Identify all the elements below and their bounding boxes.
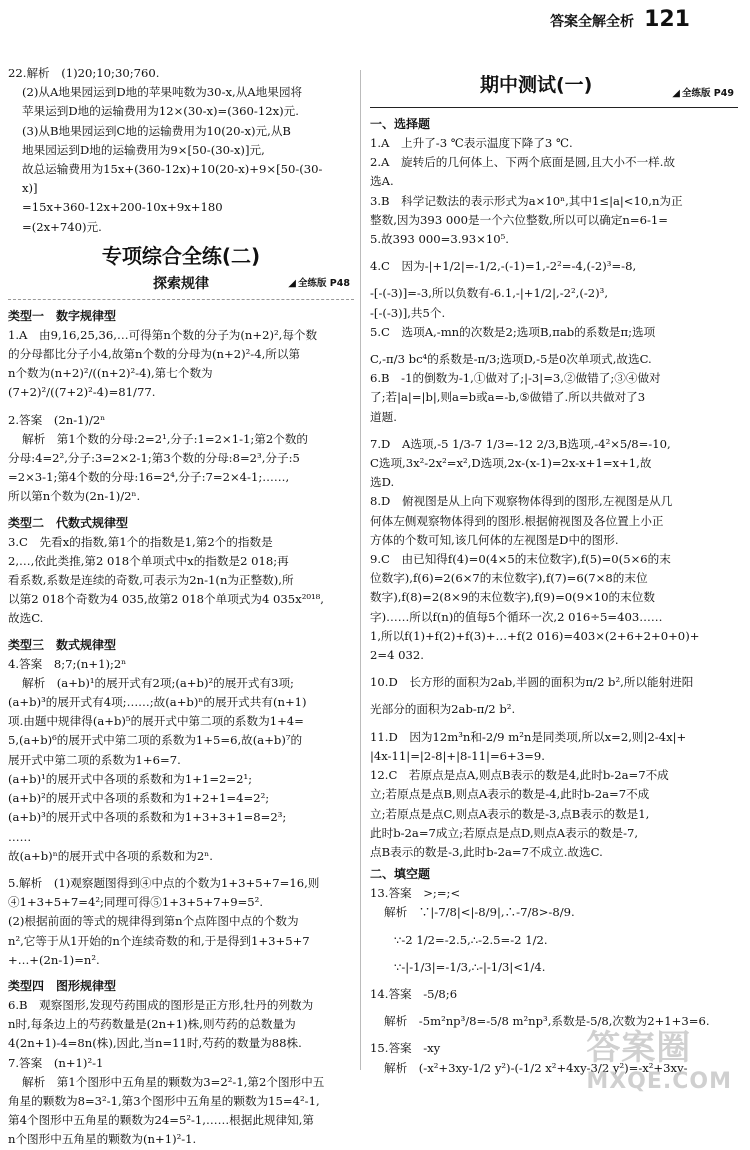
text-line: 数字),f(8)=2(8×9的末位数字),f(9)=0(9×10的末位数 — [370, 590, 655, 605]
text-line: (3)从B地果园运到C地的运输费用为10(20-x)元,从B — [22, 123, 291, 138]
text-line: 解析 (a+b)¹的展开式有2项;(a+b)²的展开式有3项; — [22, 675, 294, 690]
text-line: 1,所以f(1)+f(2)+f(3)+…+f(2 016)=403×(2+6+2+0+0)+ — [370, 628, 700, 643]
text-line: (a+b)²的展开式中各项的系数和为1+2+1=4=2²; — [8, 791, 270, 806]
text-line: 看系数,系数是连续的奇数,可表示为2n-1(n为正整数),所 — [8, 573, 294, 588]
text-line: 地果园运到D地的运输费用为9×[50-(30-x)]元, — [22, 142, 265, 157]
text-line: 第4个图形中五角星的颗数为24=5²-1,……根据此规律知,第 — [8, 1113, 315, 1128]
text-line: C,-π/3 bc⁴的系数是-π/3;选项D,-5是0次单项式,故选C. — [370, 352, 652, 367]
text-line: 展开式中第二项的系数为1+6=7. — [8, 752, 181, 767]
exam-title: 期中测试(一) — [480, 74, 593, 96]
text-line: 故选C. — [8, 611, 44, 626]
text-line: 1.A 上升了-3 ℃表示温度下降了3 ℃. — [370, 136, 573, 150]
text-line: 何体左侧观察物体得到的图形.根据俯视图及各位置上小正 — [370, 513, 664, 528]
divider — [370, 107, 738, 108]
text-line: 2.答案 (2n-1)/2ⁿ — [8, 412, 106, 427]
text-line: =2×3-1;第4个数的分母:16=2⁴,分子:7=2×4-1;……, — [8, 470, 290, 485]
type-heading: 类型三 数式规律型 — [8, 637, 117, 652]
reference-tag — [288, 274, 350, 293]
exam-header — [370, 70, 738, 110]
text-line: (a+b)³的展开式中各项的系数和为1+3+3+1=8=2³; — [8, 810, 287, 825]
text-line: 的分母都比分子小4,故第n个数的分母为(n+2)²-4,所以第 — [8, 347, 301, 362]
text-line: 选D. — [370, 475, 395, 490]
text-line: 3.B 科学记数法的表示形式为a×10ⁿ,其中1≤|a|<10,n为正 — [370, 193, 683, 208]
text-line: (a+b)¹的展开式中各项的系数和为1+1=2=2¹; — [8, 771, 253, 786]
text-line: 15.答案 -xy — [370, 1041, 441, 1056]
type-heading: 类型四 图形规律型 — [8, 978, 117, 993]
text-line: 12.C 若原点是点A,则点B表示的数是4,此时b-2a=7不成 — [370, 768, 669, 783]
text-line: 苹果运到D地的运输费用为12×(30-x)=(360-12x)元. — [22, 104, 299, 119]
text-line: 13.答案 >;=;< — [370, 886, 461, 901]
header-title: 答案全解全析 — [550, 14, 635, 30]
type-heading: 类型二 代数式规律型 — [8, 515, 129, 530]
text-line: 项.由题中规律得(a+b)⁵的展开式中第二项的系数为1+4= — [8, 714, 304, 729]
page-number: 121 — [644, 7, 690, 32]
text-line: (2)从A地果园运到D地的苹果吨数为30-x,从A地果园将 — [22, 85, 303, 100]
text-line: 方体的个数可知,该几何体的左视图是D中的图形. — [370, 532, 619, 547]
pencil-icon: ◢ — [288, 277, 296, 289]
section-title: 专项综合全练(二) — [101, 243, 261, 268]
text-line: 11.D 因为12m³n和-2/9 m²n是同类项,所以x=2,则|2-4x|+ — [370, 729, 687, 744]
text-line: 解析 第1个图形中五角星的颗数为3=2²-1,第2个图形中五 — [22, 1074, 325, 1089]
text-line: 了;若|a|=|b|,则a=b或a=-b,⑤做错了.所以共做对了3 — [370, 390, 646, 405]
text-line: 立;若原点是点B,则点A表示的数是-4,此时b-2a=7不成 — [370, 787, 650, 802]
watermark-logo — [586, 1020, 732, 1094]
text-line: x)] — [22, 181, 38, 196]
text-line: 故(a+b)ⁿ的展开式中各项的系数和为2ⁿ. — [8, 848, 213, 863]
part-heading: 二、填空题 — [370, 867, 431, 882]
text-line: 6.B -1的倒数为-1,①做对了;|-3|=3,②做错了;③④做对 — [370, 371, 661, 386]
text-line: 6.B 观察图形,发现芍药围成的图形是正方形,牡丹的列数为 — [8, 997, 314, 1012]
text-line: 角星的颗数为8=3²-1,第3个图形中五角星的颗数为15=4²-1, — [8, 1093, 320, 1108]
text-line: 立;若原点是点C,则点A表示的数是-3,点B表示的数是1, — [370, 806, 650, 821]
text-line: 4(2n+1)-4=8n(株),因此,当n=11时,芍药的数量为88株. — [8, 1036, 302, 1051]
text-line: 此时b-2a=7成立;若原点是点D,则点A表示的数是-7, — [370, 825, 639, 840]
text-line: n时,每条边上的芍药数量是(2n+1)株,则芍药的总数量为 — [8, 1017, 296, 1032]
text-line: 2=4 032. — [370, 648, 424, 663]
reference-text: 全练版 P48 — [298, 277, 350, 289]
pencil-icon: ◢ — [672, 88, 680, 99]
q22-solution — [8, 64, 354, 237]
text-line: 解析 第1个数的分母:2=2¹,分子:1=2×1-1;第2个数的 — [22, 431, 309, 446]
text-line: =(2x+740)元. — [22, 219, 102, 234]
text-line: 以第2 018个奇数为4 035,故第2 018个单项式为4 035x²⁰¹⁸, — [8, 592, 324, 607]
text-line: 位数字),f(6)=2(6×7的末位数字),f(7)=6(7×8的末位 — [370, 571, 648, 586]
text-line: 所以第n个数为(2n-1)/2ⁿ. — [8, 489, 141, 504]
reference-tag — [672, 84, 734, 103]
text-line: 解析 (-x²+3xy-1/2 y²)-(-1/2 x²+4xy-3/2 y²)=-x²+3xy- — [384, 1060, 688, 1075]
text-line: n²,它等于从1开始的n个连续奇数的和,于是得到1+3+5+7 — [8, 933, 310, 948]
text-line: 点B表示的数是-3,此时b-2a=7不成立.故选C. — [370, 844, 603, 859]
text-line: 5.解析 (1)观察题图得到④中点的个数为1+3+5+7=16,则 — [8, 875, 320, 890]
left-column — [8, 64, 354, 1150]
text-line: -[-(-3)],共5个. — [370, 305, 446, 320]
type-heading: 类型一 数字规律型 — [8, 308, 117, 323]
text-line: 分母:4=2²,分子:3=2×2-1;第3个数的分母:8=2³,分子:5 — [8, 451, 300, 466]
text-line: 故总运输费用为15x+(360-12x)+10(20-x)+9×[50-(30- — [22, 162, 323, 177]
text-line: 3.C 先看x的指数,第1个的指数是1,第2个的指数是 — [8, 534, 273, 549]
text-line: 2.A 旋转后的几何体上、下两个底面是圆,且大小不一样.故 — [370, 155, 676, 170]
text-line: 22.解析 (1)20;10;30;760. — [8, 66, 160, 80]
text-line: 14.答案 -5/8;6 — [370, 986, 458, 1001]
text-line: 解析 ∵|-7/8|<|-8/9|,∴-7/8>-8/9. — [384, 905, 575, 920]
text-line: 7.答案 (n+1)²-1 — [8, 1055, 104, 1070]
text-line: 9.C 由已知得f(4)=0(4×5的末位数字),f(5)=0(5×6的末 — [370, 552, 671, 567]
watermark-text: 答案圈 — [586, 1028, 692, 1068]
text-line: 整数,因为393 000是一个六位整数,所以可以确定n=6-1= — [370, 212, 668, 227]
text-line: |4x-11|=|2-8|+|8-11|=6+3=9. — [370, 748, 545, 763]
text-line: (a+b)³的展开式有4项;……;故(a+b)ⁿ的展开式共有(n+1) — [8, 695, 307, 710]
text-line: (2)根据前面的等式的规律得到第n个点阵图中点的个数为 — [8, 914, 299, 929]
divider — [8, 299, 354, 300]
text-line: 5,(a+b)⁶的展开式中第二项的系数为1+5=6,故(a+b)⁷的 — [8, 733, 303, 748]
text-line: +…+(2n-1)=n². — [8, 952, 100, 967]
reference-text: 全练版 P49 — [682, 88, 734, 99]
header-right — [550, 7, 690, 32]
text-line: 道题. — [370, 409, 397, 424]
text-line: 4.C 因为-|+1/2|=-1/2,-(-1)=1,-2²=-4,(-2)³=-8, — [370, 259, 637, 274]
text-line: 解析 -5m²np³/8=-5/8 m²np³,系数是-5/8,次数为2+1+3=6. — [384, 1014, 710, 1029]
text-line: 4.答案 8;7;(n+1);2ⁿ — [8, 656, 127, 671]
text-line: ④1+3+5+7=4²;同理可得⑤1+3+5+7+9=5². — [8, 895, 264, 910]
section-subheader — [8, 271, 354, 297]
text-line: 7.D A选项,-5 1/3-7 1/3=-12 2/3,B选项,-4²×5/8=-10, — [370, 436, 671, 451]
text-line: 字)……所以f(n)的值每5个循环一次,2 016÷5=403…… — [370, 609, 663, 624]
text-line: 2,…,依此类推,第2 018个单项式中x的指数是2 018;再 — [8, 553, 289, 568]
section-subtitle: 探索规律 — [153, 275, 209, 292]
text-line: 选A. — [370, 174, 394, 189]
text-line: 10.D 长方形的面积为2ab,半圆的面积为π/2 b²,所以能射进阳 — [370, 675, 694, 690]
part-heading: 一、选择题 — [370, 117, 431, 131]
text-line: =15x+360-12x+200-10x+9x+180 — [22, 200, 223, 215]
text-line: 1.A 由9,16,25,36,…可得第n个数的分子为(n+2)²,每个数 — [8, 327, 318, 342]
text-line: 5.C 选项A,-mn的次数是2;选项B,πab的系数是π;选项 — [370, 324, 656, 339]
text-line: n个图形中五角星的颗数为(n+1)²-1. — [8, 1132, 197, 1147]
column-divider — [360, 70, 361, 1070]
right-column — [370, 70, 738, 1078]
text-line: -[-(-3)]=-3,所以负数有-6.1,-|+1/2|,-2²,(-2)³, — [370, 286, 609, 301]
text-line: C选项,3x²-2x²=x²,D选项,2x-(x-1)=2x-x+1=x+1,故 — [370, 456, 652, 471]
text-line: 8.D 俯视图是从上向下观察物体得到的图形,左视图是从几 — [370, 494, 673, 509]
watermark-url: MXQE.COM — [586, 1069, 732, 1094]
text-line: n个数为(n+2)²/((n+2)²-4),第七个数为(7+2)²/((7+2)²-4)=81/77. — [8, 366, 213, 400]
text-line: ∵-2 1/2=-2.5,∴-2.5=-2 1/2. — [394, 932, 548, 947]
text-line: 5.故393 000=3.93×10⁵. — [370, 232, 509, 247]
page-header — [0, 0, 750, 34]
text-line: …… — [8, 829, 32, 844]
text-line: ∵-|-1/3|=-1/3,∴-|-1/3|<1/4. — [394, 959, 546, 974]
text-line: 光部分的面积为2ab-π/2 b². — [370, 702, 516, 717]
